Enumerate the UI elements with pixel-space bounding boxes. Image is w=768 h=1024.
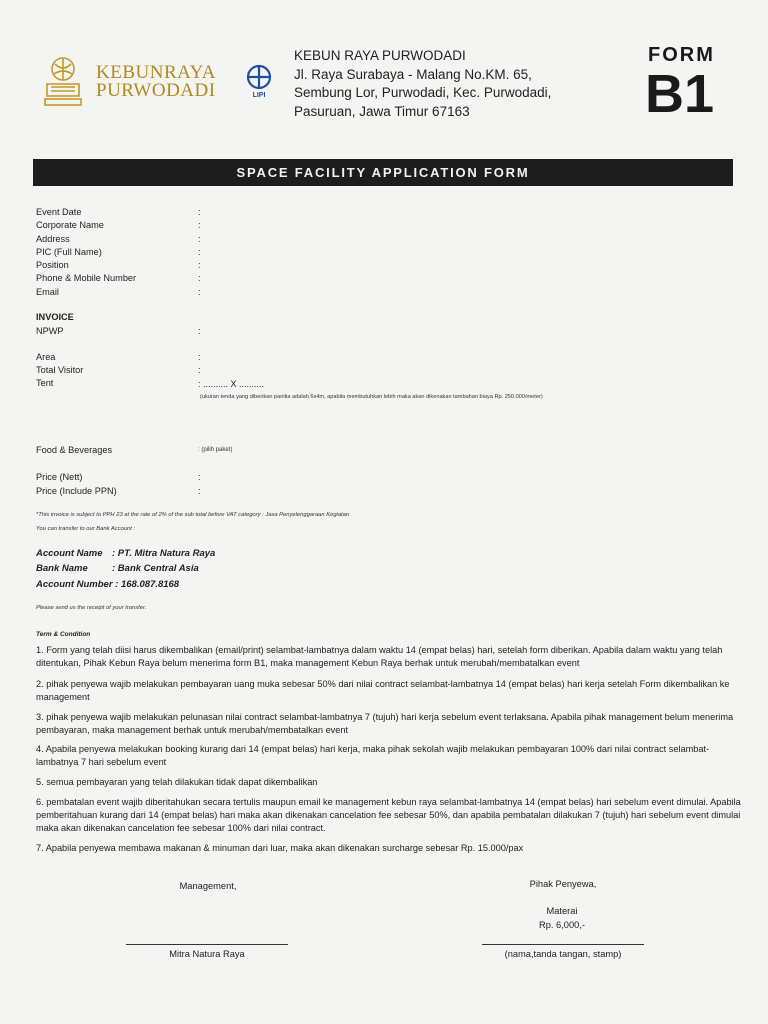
form-title-banner: SPACE FACILITY APPLICATION FORM (33, 159, 733, 186)
logo-wordmark (96, 64, 216, 100)
tenant-label: Pihak Penyewa, (529, 879, 597, 889)
tent-field[interactable]: : .......... X .......... (198, 379, 265, 389)
bank-name-value: : Bank Central Asia (112, 563, 199, 574)
materai-label: Materai (546, 906, 578, 916)
pic-label: PIC (Full Name) (36, 247, 102, 257)
management-signature-line (126, 944, 288, 945)
logo-line1: KEBUNRAYA (96, 62, 216, 83)
kebun-raya-emblem-icon (42, 52, 84, 108)
tenant-sign-note: (nama,tanda tangan, stamp) (504, 949, 622, 959)
term-item-5: 5. semua pembayaran yang telah dilakukan tidak dapat dikembalikan (36, 777, 318, 787)
price-ppn-label: Price (Include PPN) (36, 486, 117, 496)
position-label: Position (36, 260, 69, 270)
management-label: Management, (179, 881, 237, 891)
area-field[interactable]: : (198, 352, 201, 362)
address-line-3: Sembung Lor, Purwodadi, Kec. Purwodadi, (294, 85, 552, 100)
bank-name-label: Bank Name (36, 563, 88, 574)
food-package-field[interactable]: : (pilih paket) (198, 447, 233, 453)
email-field[interactable]: : (198, 287, 201, 297)
address-line-2: Jl. Raya Surabaya - Malang No.KM. 65, (294, 66, 532, 82)
tent-label: Tent (36, 378, 54, 388)
area-label: Area (36, 352, 56, 362)
address-line-1: KEBUN RAYA PURWODADI (294, 48, 466, 63)
food-beverages-label: Food & Beverages (36, 445, 113, 455)
email-label: Email (36, 287, 59, 297)
address-field[interactable]: : (198, 234, 201, 244)
address-label: Address (36, 234, 70, 244)
account-number: Account Number : 168.087.8168 (36, 579, 180, 590)
term-item-1: 1. Form yang telah diisi harus dikembalikan (email/print) selambat-lambatnya dalam waktu 14 (empat belas) hari, setelah form diberikan. Apabila dalam waktu yang telah ditentukan, Pihak Kebun Raya belum menerima form B1, maka management Kebun Raya berhak untuk merubah/membatalkan event (36, 645, 723, 668)
corporate-name-label: Corporate Name (36, 220, 104, 230)
price-nett-label: Price (Nett) (36, 472, 83, 482)
form-code: B1 (645, 64, 715, 124)
receipt-note: Please send us the receipt of your transfer. (36, 605, 147, 611)
tenant-signature-line (482, 944, 644, 945)
phone-label: Phone & Mobile Number (36, 273, 137, 283)
price-ppn-field[interactable]: : (198, 486, 201, 496)
npwp-field[interactable]: : (198, 326, 201, 336)
account-name-label: Account Name (36, 548, 103, 559)
tent-note: (ukuran tenda yang diberikan panitia adalah 6x4m, apabila membutuhkan lebih maka akan dikenakan tambahan biaya Rp. 250.000/meter) (200, 394, 543, 400)
transfer-note: You can transfer to our Bank Account : (36, 526, 136, 532)
address-line-4: Pasuruan, Jawa Timur 67163 (294, 103, 470, 119)
institution-address (294, 47, 551, 121)
invoice-heading: INVOICE (36, 312, 74, 322)
term-item-6: 6. pembatalan event wajib diberitahukan secara tertulis maupun email ke management kebun raya selambat-lambatnya 14 (empat belas) hari sebelum event dimulai. Apabila pemberitahuan kurang dari 14 (empat belas) hari maka akan dikenakan cancelation fee sebesar 50%, dan apabila pembatalan dilakukan 7 (tujuh) hari sebelum event dimulai maka akan dikenakan cancelation fee sebesar 100% dari nilai contract. (36, 797, 741, 833)
account-name-value: : PT. Mitra Natura Raya (112, 548, 216, 559)
phone-field[interactable]: : (198, 273, 201, 283)
form-label: FORM (648, 44, 715, 66)
event-date-field[interactable]: : (198, 207, 201, 217)
pph-note: *This invoice is subject to PPH 23 at the rate of 2% of the sub total before VAT category : Jasa Penyelenggaraan Kegiatan (36, 512, 350, 518)
term-item-2: 2. pihak penyewa wajib melakukan pembayaran uang muka sebesar 50% dari nilai contract selambat-lambatnya 14 (empat belas) hari kerja setelah Form dikembalikan ke management (36, 679, 730, 702)
lipi-label: LIPI (252, 92, 266, 99)
pic-field[interactable]: : (198, 247, 201, 257)
total-visitor-label: Total Visitor (36, 365, 84, 375)
logo-line2: PURWODADI (96, 80, 216, 101)
corporate-name-field[interactable]: : (198, 220, 201, 230)
terms-heading: Term & Condition (36, 631, 91, 638)
term-item-7: 7. Apabila penyewa membawa makanan & minuman dari luar, maka akan dikenakan surcharge sebesar Rp. 15.000/pax (36, 843, 524, 853)
total-visitor-field[interactable]: : (198, 365, 201, 375)
management-name: Mitra Natura Raya (169, 949, 245, 959)
term-item-3: 3. pihak penyewa wajib melakukan pelunasan nilai contract selambat-lambatnya 7 (tujuh) hari kerja sebelum event terlaksana. Apabila pihak management belum menerima pembayaran, maka management berhak untuk merubah/membatalkan event (36, 712, 734, 735)
position-field[interactable]: : (198, 260, 201, 270)
event-date-label: Event Date (36, 207, 82, 217)
materai-amount: Rp. 6,000,- (539, 920, 585, 930)
npwp-label: NPWP (36, 326, 64, 336)
term-item-4: 4. Apabila penyewa melakukan booking kurang dari 14 (empat belas) hari kerja, maka pihak sekolah wajib melakukan pembayaran 100% dari nilai contract selambat-lambatnya 7 hari sebelum event (36, 744, 710, 767)
price-nett-field[interactable]: : (198, 472, 201, 482)
